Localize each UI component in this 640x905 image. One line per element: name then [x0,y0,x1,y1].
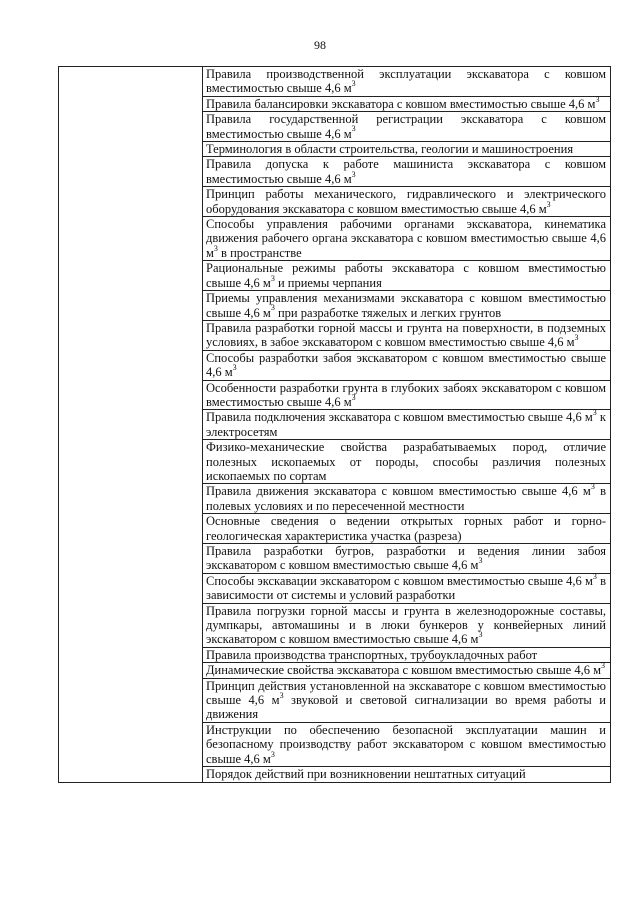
table-cell [203,440,611,484]
requirement-text: Правила подключения экскаватора с ковшом вместимостью свыше 4,6 $м^3$ к электросетям [206,408,606,439]
table-body [59,67,611,783]
requirement-text: Принцип работы механического, гидравлического и электрического оборудования экскаватора с ковшом вместимостью свыше 4,6 $м^3$ [206,187,606,216]
table-cell [203,67,611,97]
table-cell [203,142,611,157]
empty-heading-cell [59,67,203,783]
table-cell [203,187,611,217]
knowledge-requirements-table [58,66,611,783]
table-cell [203,112,611,142]
table-cell [203,350,611,380]
requirement-text: Правила погрузки горной массы и грунта в железнодорожные составы, думпкары, автомашины и в люки бункеров у конвейерных линий экскаватором с ковшом вместимостью свыше 4,6 $м^3$ [206,603,606,647]
table-cell [203,573,611,603]
table-cell [203,514,611,544]
requirement-text: Приемы управления механизмами экскаватора с ковшом вместимостью свыше 4,6 $м^3$ при разработке тяжелых и легких грунтов [206,291,606,320]
table-cell [203,291,611,321]
requirement-text: Основные сведения о ведении открытых горных работ и горно-геологическая характеристика участка (разреза) [206,514,606,543]
table-cell [203,647,611,662]
requirement-text: Принцип действия установленной на экскаваторе с ковшом вместимостью свыше 4,6 $м^3$ звуковой и световой сигнализации во время работы и движения [206,678,606,722]
requirement-text: Правила движения экскаватора с ковшом вместимостью свыше 4,6 $м^3$ в полевых условиях и по пересеченной местности [206,482,607,513]
requirement-text: Динамические свойства экскаватора с ковшом вместимостью свыше 4,6 $м^3$ [206,661,605,678]
requirement-text: Терминология в области строительства, геологии и машиностроения [206,142,574,157]
requirement-text: Правила производственной эксплуатации экскаватора с ковшом вместимостью свыше 4,6 $м^3$ [206,67,606,96]
requirement-text: Способы экскавации экскаватором с ковшом вместимостью свыше 4,6 $м^3$ в зависимости от системы и условий разработки [206,571,606,603]
table-cell [203,603,611,647]
requirement-text: Способы управления рабочими органами экскаватора, кинематика движения рабочего органа экскаватора с ковшом вместимостью свыше 4,6 $м^3$ в пространстве [206,217,606,260]
table-cell [203,722,611,766]
table-cell [203,767,611,782]
table-cell [203,96,611,111]
table-cell [203,544,611,574]
requirement-text: Порядок действий при возникновении нештатных ситуаций [206,767,526,782]
table-cell [203,380,611,410]
requirement-text: Способы разработки забоя экскаватором с ковшом вместимостью свыше 4,6 $м^3$ [206,350,606,380]
requirement-text: Рациональные режимы работы экскаватора с ковшом вместимостью свыше 4,6 $м^3$ и приемы черпания [206,261,606,290]
table-cell [203,217,611,261]
requirement-text: Правила производства транспортных, трубоукладочных работ [206,647,538,662]
requirement-text: Правила государственной регистрации экскаватора с ковшом вместимостью свыше 4,6 $м^3$ [206,112,606,141]
requirement-text: Правила разработки горной массы и грунта на поверхности, в подземных условиях, в забое экскаватором с ковшом вместимостью свыше 4,6 $м^3$ [206,320,606,350]
table-cell [203,320,611,350]
table-row [59,67,611,97]
requirement-text: Инструкции по обеспечению безопасной эксплуатации машин и безопасному производству работ экскаватором с ковшом вместимостью свыше 4,6 $м^3$ [206,722,606,766]
requirement-text: Особенности разработки грунта в глубоких забоях экскаватором с ковшом вместимостью свыше 4,6 $м^3$ [206,380,606,409]
table-cell [203,678,611,722]
table-cell [203,157,611,187]
page-number: 98 [314,38,326,52]
requirement-text: Правила допуска к работе машиниста экскаватора с ковшом вместимостью свыше 4,6 $м^3$ [206,157,606,186]
table-cell [203,261,611,291]
requirement-text: Правила балансировки экскаватора с ковшом вместимостью свыше 4,6 $м^3$ [206,94,600,111]
table-cell [203,484,611,514]
table-cell [203,410,611,440]
requirement-text: Физико-механические свойства разрабатываемых пород, отличие полезных ископаемых от породы, способы различия полезных ископаемых по сортам [206,440,606,483]
table-cell [203,663,611,678]
requirement-text: Правила разработки бугров, разработки и ведения линии забоя экскаватором с ковшом вместимостью свыше 4,6 $м^3$ [206,544,606,573]
